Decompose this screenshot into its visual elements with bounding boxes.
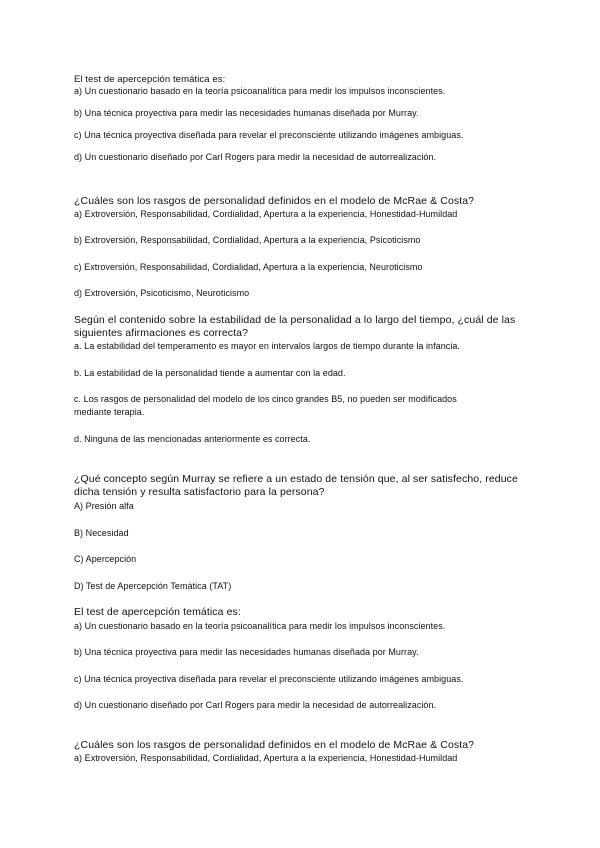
option-b: b. La estabilidad de la personalidad tiende a aumentar con la edad.	[74, 368, 346, 378]
question-text: ¿Qué concepto según Murray se refiere a un estado de tensión que, al ser satisfecho, reduce dicha tensión y resulta satisfactorio para la persona?	[74, 473, 518, 498]
option-b: B) Necesidad	[74, 528, 129, 538]
option-d: d) Un cuestionario diseñado por Carl Rogers para medir la necesidad de autorrealización.	[74, 700, 437, 710]
option-a: a) Un cuestionario basado en la teoría psicoanalítica para medir los impulsos inconscientes.	[74, 86, 446, 96]
option-c: c) Una técnica proyectiva diseñada para revelar el preconsciente utilizando imágenes ambiguas.	[74, 130, 464, 140]
option-d: d. Ninguna de las mencionadas anteriormente es correcta.	[74, 434, 311, 444]
option-d: d) Un cuestionario diseñado por Carl Rogers para medir la necesidad de autorrealización.	[74, 152, 437, 162]
question-text: ¿Cuáles son los rasgos de personalidad definidos en el modelo de McRae & Costa?	[74, 739, 475, 751]
option-c: c. Los rasgos de personalidad del modelo de los cinco grandes B5, no pueden ser modificados mediante terapia.	[74, 394, 457, 417]
option-d: D) Test de Apercepción Temática (TAT)	[74, 581, 232, 591]
option-c: c) Una técnica proyectiva diseñada para revelar el preconsciente utilizando imágenes ambiguas.	[74, 674, 464, 684]
question-text: Según el contenido sobre la estabilidad de la personalidad a lo largo del tiempo, ¿cuál de las siguientes afirmaciones es correcta?	[74, 314, 516, 339]
option-a: a) Extroversión, Responsabilidad, Cordialidad, Apertura a la experiencia, Honestidad-Humildad	[74, 209, 458, 219]
question-text: ¿Cuáles son los rasgos de personalidad definidos en el modelo de McRae & Costa?	[74, 195, 475, 207]
option-a: a) Extroversión, Responsabilidad, Cordialidad, Apertura a la experiencia, Honestidad-Humildad	[74, 753, 458, 763]
option-a: a) Un cuestionario basado en la teoría psicoanalítica para medir los impulsos inconscientes.	[74, 621, 446, 631]
option-c: C) Apercepción	[74, 554, 137, 564]
option-b: b) Extroversión, Responsabilidad, Cordialidad, Apertura a la experiencia, Psicoticismo	[74, 235, 421, 245]
question-text: El test de apercepción temática es:	[74, 74, 226, 85]
option-a: A) Presión alfa	[74, 501, 134, 511]
question-text: El test de apercepción temática es:	[74, 606, 241, 618]
option-b: b) Una técnica proyectiva para medir las necesidades humanas diseñada por Murray.	[74, 108, 419, 118]
option-d: d) Extroversión, Psicoticismo, Neuroticismo	[74, 288, 250, 298]
option-c: c) Extroversión, Responsabilidad, Cordialidad, Apertura a la experiencia, Neuroticismo	[74, 262, 423, 272]
option-b: b) Una técnica proyectiva para medir las necesidades humanas diseñada por Murray.	[74, 647, 419, 657]
option-a: a. La estabilidad del temperamento es mayor en intervalos largos de tiempo durante la infancia.	[74, 341, 460, 351]
